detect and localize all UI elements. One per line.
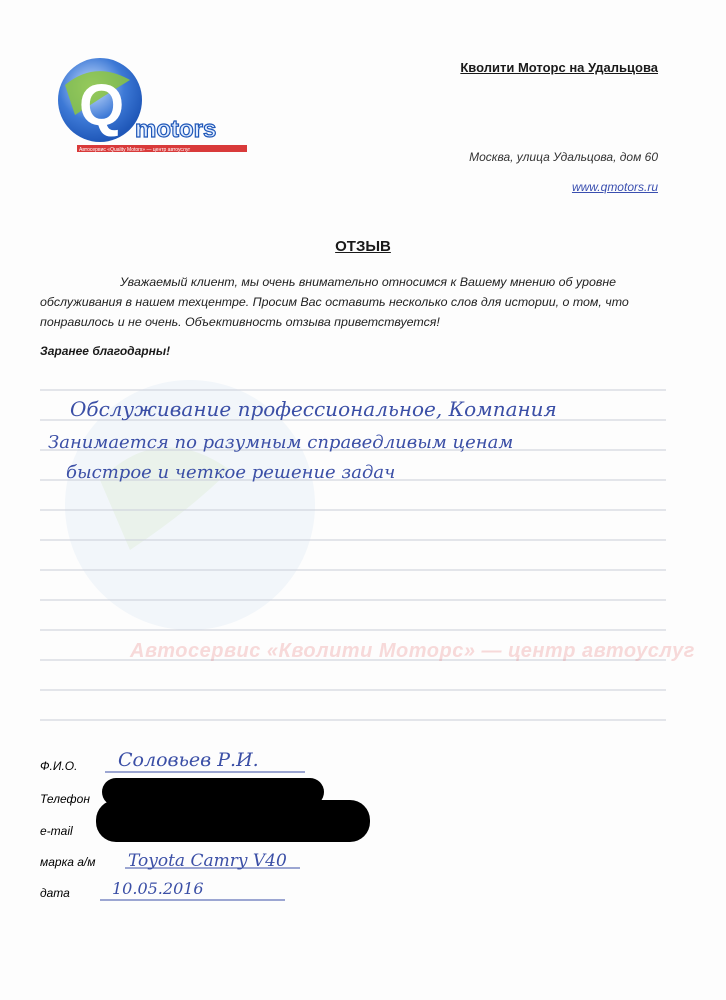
company-website-link[interactable]: www.qmotors.ru [571,180,658,194]
email-label: e-mail [40,824,73,838]
email-redaction [96,800,370,842]
review-line-3: быстрое и четкое решение задач [66,462,396,483]
thanks-text: Заранее благодарны! [40,344,171,358]
form-title: ОТЗЫВ [335,238,391,255]
company-address: Москва, улица Удальцова, дом 60 [469,150,658,164]
watermark-text: Автосервис «Кволити Моторс» — центр автоуслуг [130,640,695,662]
review-line-1: Обслуживание профессиональное, Компания [70,397,557,421]
date-label: дата [40,886,70,900]
qmotors-logo [55,55,255,165]
logo-letter: Q [79,73,125,138]
car-value: Toyota Camry V40 [128,851,287,871]
name-value: Соловьев Р.И. [118,749,259,771]
intro-text: Уважаемый клиент, мы очень внимательно относимся к Вашему мнению об уровне обслуживания в нашем техцентре. Просим Вас оставить несколько слов для истории, о том, что понравилось и не очень. Объективность отзыва приветствуется! [40,275,629,329]
phone-label: Телефон [40,792,90,806]
logo-text: motors [135,116,217,143]
company-name: Кволити Моторс на Удальцова [460,60,658,75]
logo-tagline: Автосервис «Quality Motors» — центр автоуслуг [79,147,191,153]
review-ruled-lines [40,350,666,730]
review-line-2: Занимается по разумным справедливым ценам [48,432,514,453]
date-value: 10.05.2016 [112,879,204,898]
car-label: марка а/м [40,855,96,869]
name-label: Ф.И.О. [40,759,78,773]
